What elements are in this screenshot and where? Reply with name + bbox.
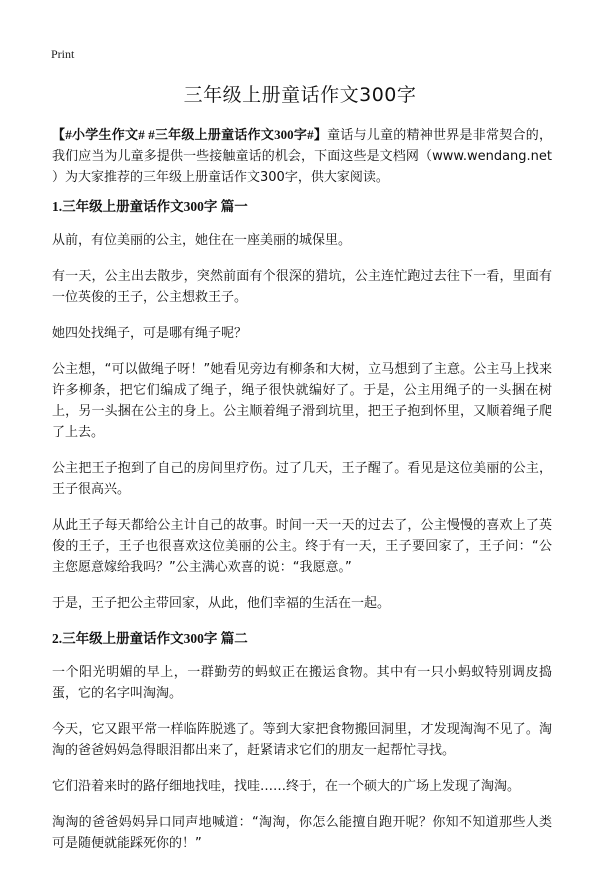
paragraph: 今天，它又跟平常一样临阵脱逃了。等到大家把食物搬回洞里，才发现淘淘不见了。淘淘的爸爸妈妈急得眼泪都出来了，赶紧请求它们的朋友一起帮忙寻找。 xyxy=(52,722,552,758)
section-heading-1: 1.三年级上册童话作文300字 篇一 xyxy=(52,199,248,214)
paragraph: 公主想，“可以做绳子呀！”她看见旁边有柳条和大树，立马想到了主意。公主马上找来许多柳条，把它们编成了绳子，绳子很快就编好了。于是，公主用绳子的一头捆在树上，另一头捆在公主的身上。公主顺着绳子滑到坑里，把王子抱到怀里，又顺着绳子爬了上去。 xyxy=(52,362,552,440)
section-heading-2: 2.三年级上册童话作文300字 篇二 xyxy=(52,631,248,646)
paragraph: 公主把王子抱到了自己的房间里疗伤。过了几天，王子醒了。看见是这位美丽的公主，王子很高兴。 xyxy=(52,461,552,497)
article-body xyxy=(52,124,552,869)
print-link[interactable]: Print xyxy=(51,47,75,61)
intro-paragraph xyxy=(52,124,552,188)
paragraph: 一个阳光明媚的早上，一群勤劳的蚂蚁正在搬运食物。其中有一只小蚂蚁特别调皮捣蛋，它的名字叫淘淘。 xyxy=(52,665,552,701)
paragraph: 从此王子每天都给公主计自己的故事。时间一天一天的过去了，公主慢慢的喜欢上了英俊的王子，王子也很喜欢这位美丽的公主。终于有一天，王子要回家了，王子问：“公主您愿意嫁给我吗？”公主满心欢喜的说：“我愿意。” xyxy=(52,518,552,575)
paragraph: 从前，有位美丽的公主，她住在一座美丽的城保里。 xyxy=(52,233,352,248)
page-title: 三年级上册童话作文300字 xyxy=(183,84,417,106)
paragraph: 有一天，公主出去散步，突然前面有个很深的猎坑，公主连忙跑过去往下一看，里面有一位英俊的王子，公主想救王子。 xyxy=(52,269,552,305)
intro-tag: 【#小学生作文# #三年级上册童话作文300字#】 xyxy=(52,127,328,142)
paragraph: 它们沿着来时的路仔细地找哇，找哇……终于，在一个硕大的广场上发现了淘淘。 xyxy=(52,779,521,794)
paragraph: 她四处找绳子，可是哪有绳子呢？ xyxy=(52,326,248,341)
paragraph: 于是，王子把公主带回家，从此，他们幸福的生活在一起。 xyxy=(52,596,391,611)
paragraph: 淘淘的爸爸妈妈异口同声地喊道：“淘淘，你怎么能擅自跑开呢？你知不知道那些人类可是随便就能踩死你的！” xyxy=(52,815,552,851)
intro-text: 童话与儿童的精神世界是非常契合的，我们应当为儿童多提供一些接触童话的机会，下面这些是文档网（www.wendang.net ）为大家推荐的三年级上册童话作文300字，供大家阅读。 xyxy=(52,128,552,185)
